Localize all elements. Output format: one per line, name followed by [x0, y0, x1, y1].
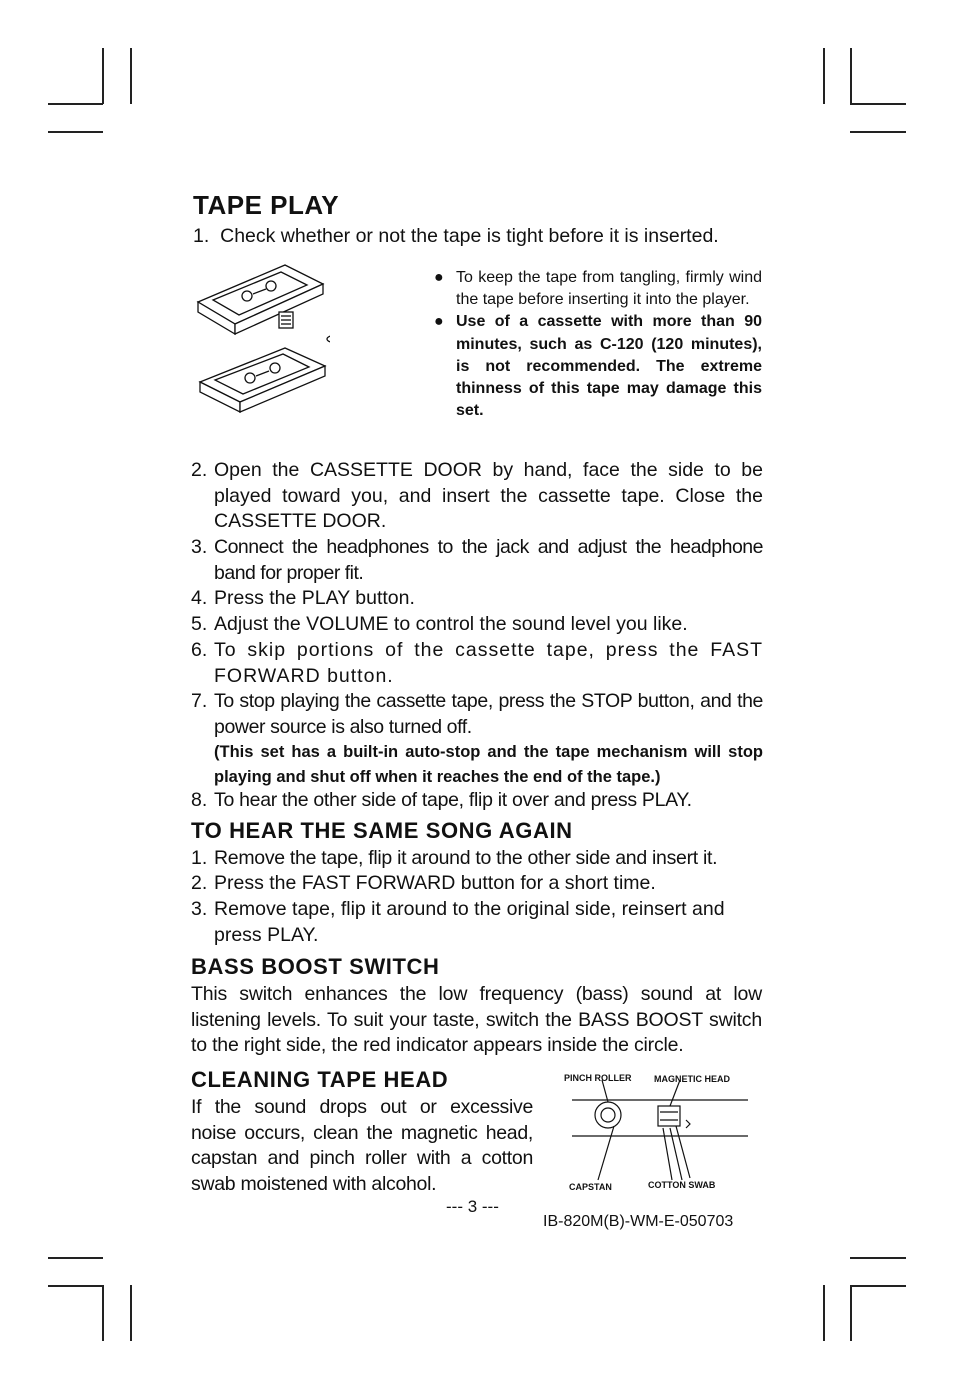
step-text: Open the CASSETTE DOOR by hand, face the side to be played toward you, and insert the cassette tape. Close the CASSETTE DOOR.: [214, 459, 763, 533]
crop-mark: [850, 103, 906, 105]
step-number: 3.: [191, 536, 208, 558]
step-text: Remove tape, flip it around to the original side, reinsert and press PLAY.: [214, 898, 725, 946]
same-song-step-1: [191, 846, 763, 872]
step-note: (This set has a built-in auto-stop and the tape mechanism will stop playing and shut off when it reaches the end of the tape.): [214, 743, 763, 787]
pinch-roller-label: PINCH ROLLER: [564, 1073, 632, 1083]
section-heading-bass-boost: BASS BOOST SWITCH: [191, 954, 440, 979]
crop-mark: [850, 48, 852, 104]
crop-mark: [102, 48, 104, 104]
step-text: Connect the headphones to the jack and adjust the headphone band for proper fit.: [214, 536, 763, 584]
crop-mark: [850, 131, 906, 133]
cassette-notes: [434, 267, 762, 422]
step-4: [191, 586, 763, 612]
step-2: [191, 458, 763, 535]
step-number: 3.: [191, 898, 208, 920]
step-text: To hear the other side of tape, flip it over and press PLAY.: [214, 789, 692, 811]
bass-boost-description: This switch enhances the low frequency (bass) sound at low listening levels. To suit your taste, switch the BASS BOOST switch to the right side, the red indicator appears inside the circle.: [191, 983, 762, 1057]
cleaning-description: If the sound drops out or excessive noise occurs, clean the magnetic head, capstan and pinch roller with a cotton swab moistened with alcohol.: [191, 1096, 533, 1195]
step-number: 5.: [191, 613, 208, 635]
step-3: [191, 535, 763, 586]
bullet-icon: ●: [434, 269, 444, 286]
step-text: Press the FAST FORWARD button for a short time.: [214, 872, 656, 894]
page-number: --- 3 ---: [446, 1197, 499, 1216]
document-code: IB-820M(B)-WM-E-050703: [543, 1213, 734, 1230]
note-text: To keep the tape from tangling, firmly wind the tape before inserting it into the player.: [456, 269, 762, 309]
step-7: [191, 689, 763, 790]
step-number: 8.: [191, 789, 208, 811]
step-text: To stop playing the cassette tape, press the STOP button, and the power source is also turned off.: [214, 690, 763, 738]
crop-mark: [102, 1285, 104, 1341]
cotton-swab-label: COTTON SWAB: [648, 1180, 716, 1190]
crop-mark: [48, 103, 103, 105]
step-6: [191, 638, 763, 689]
step-number: 6.: [191, 639, 208, 661]
crop-mark: [48, 131, 103, 133]
step-1: [193, 224, 719, 249]
step-number: 4.: [191, 587, 208, 609]
page-title: TAPE PLAY: [193, 190, 340, 220]
step-text: Adjust the VOLUME to control the sound level you like.: [214, 613, 688, 635]
step-number: 1.: [191, 847, 208, 869]
section-heading-same-song: TO HEAR THE SAME SONG AGAIN: [191, 818, 573, 843]
step-number: 1.: [193, 225, 210, 247]
step-number: 2.: [191, 872, 208, 894]
note-text: Use of a cassette with more than 90 minutes, such as C-120 (120 minutes), is not recommended. The extreme thinness of this tape may damage this set.: [456, 313, 762, 420]
crop-mark: [48, 1285, 103, 1287]
crop-mark: [850, 1285, 852, 1341]
step-8: [191, 788, 763, 814]
crop-mark: [48, 1257, 103, 1259]
step-text: Press the PLAY button.: [214, 587, 415, 609]
crop-mark: [130, 1285, 132, 1341]
step-number: 2.: [191, 459, 208, 481]
note-item: [434, 267, 762, 311]
note-item: [434, 311, 762, 422]
step-text: Remove the tape, flip it around to the other side and insert it.: [214, 847, 718, 869]
magnetic-head-label: MAGNETIC HEAD: [654, 1074, 730, 1084]
crop-mark: [130, 48, 132, 104]
crop-mark: [850, 1257, 906, 1259]
step-text: Check whether or not the tape is tight before it is inserted.: [220, 225, 719, 247]
crop-mark: [850, 1285, 906, 1287]
capstan-label: CAPSTAN: [569, 1182, 612, 1192]
same-song-step-2: [191, 871, 763, 897]
tape-head-diagram: [560, 1068, 760, 1198]
step-number: 7.: [191, 690, 208, 712]
step-text: To skip portions of the cassette tape, press the FAST FORWARD button.: [214, 639, 763, 687]
same-song-step-3: [191, 897, 763, 948]
cassette-tightening-illustration: [195, 262, 330, 447]
bullet-icon: ●: [434, 313, 444, 331]
crop-mark: [823, 48, 825, 104]
step-5: [191, 612, 763, 638]
crop-mark: [823, 1285, 825, 1341]
section-heading-cleaning: CLEANING TAPE HEAD: [191, 1067, 449, 1092]
